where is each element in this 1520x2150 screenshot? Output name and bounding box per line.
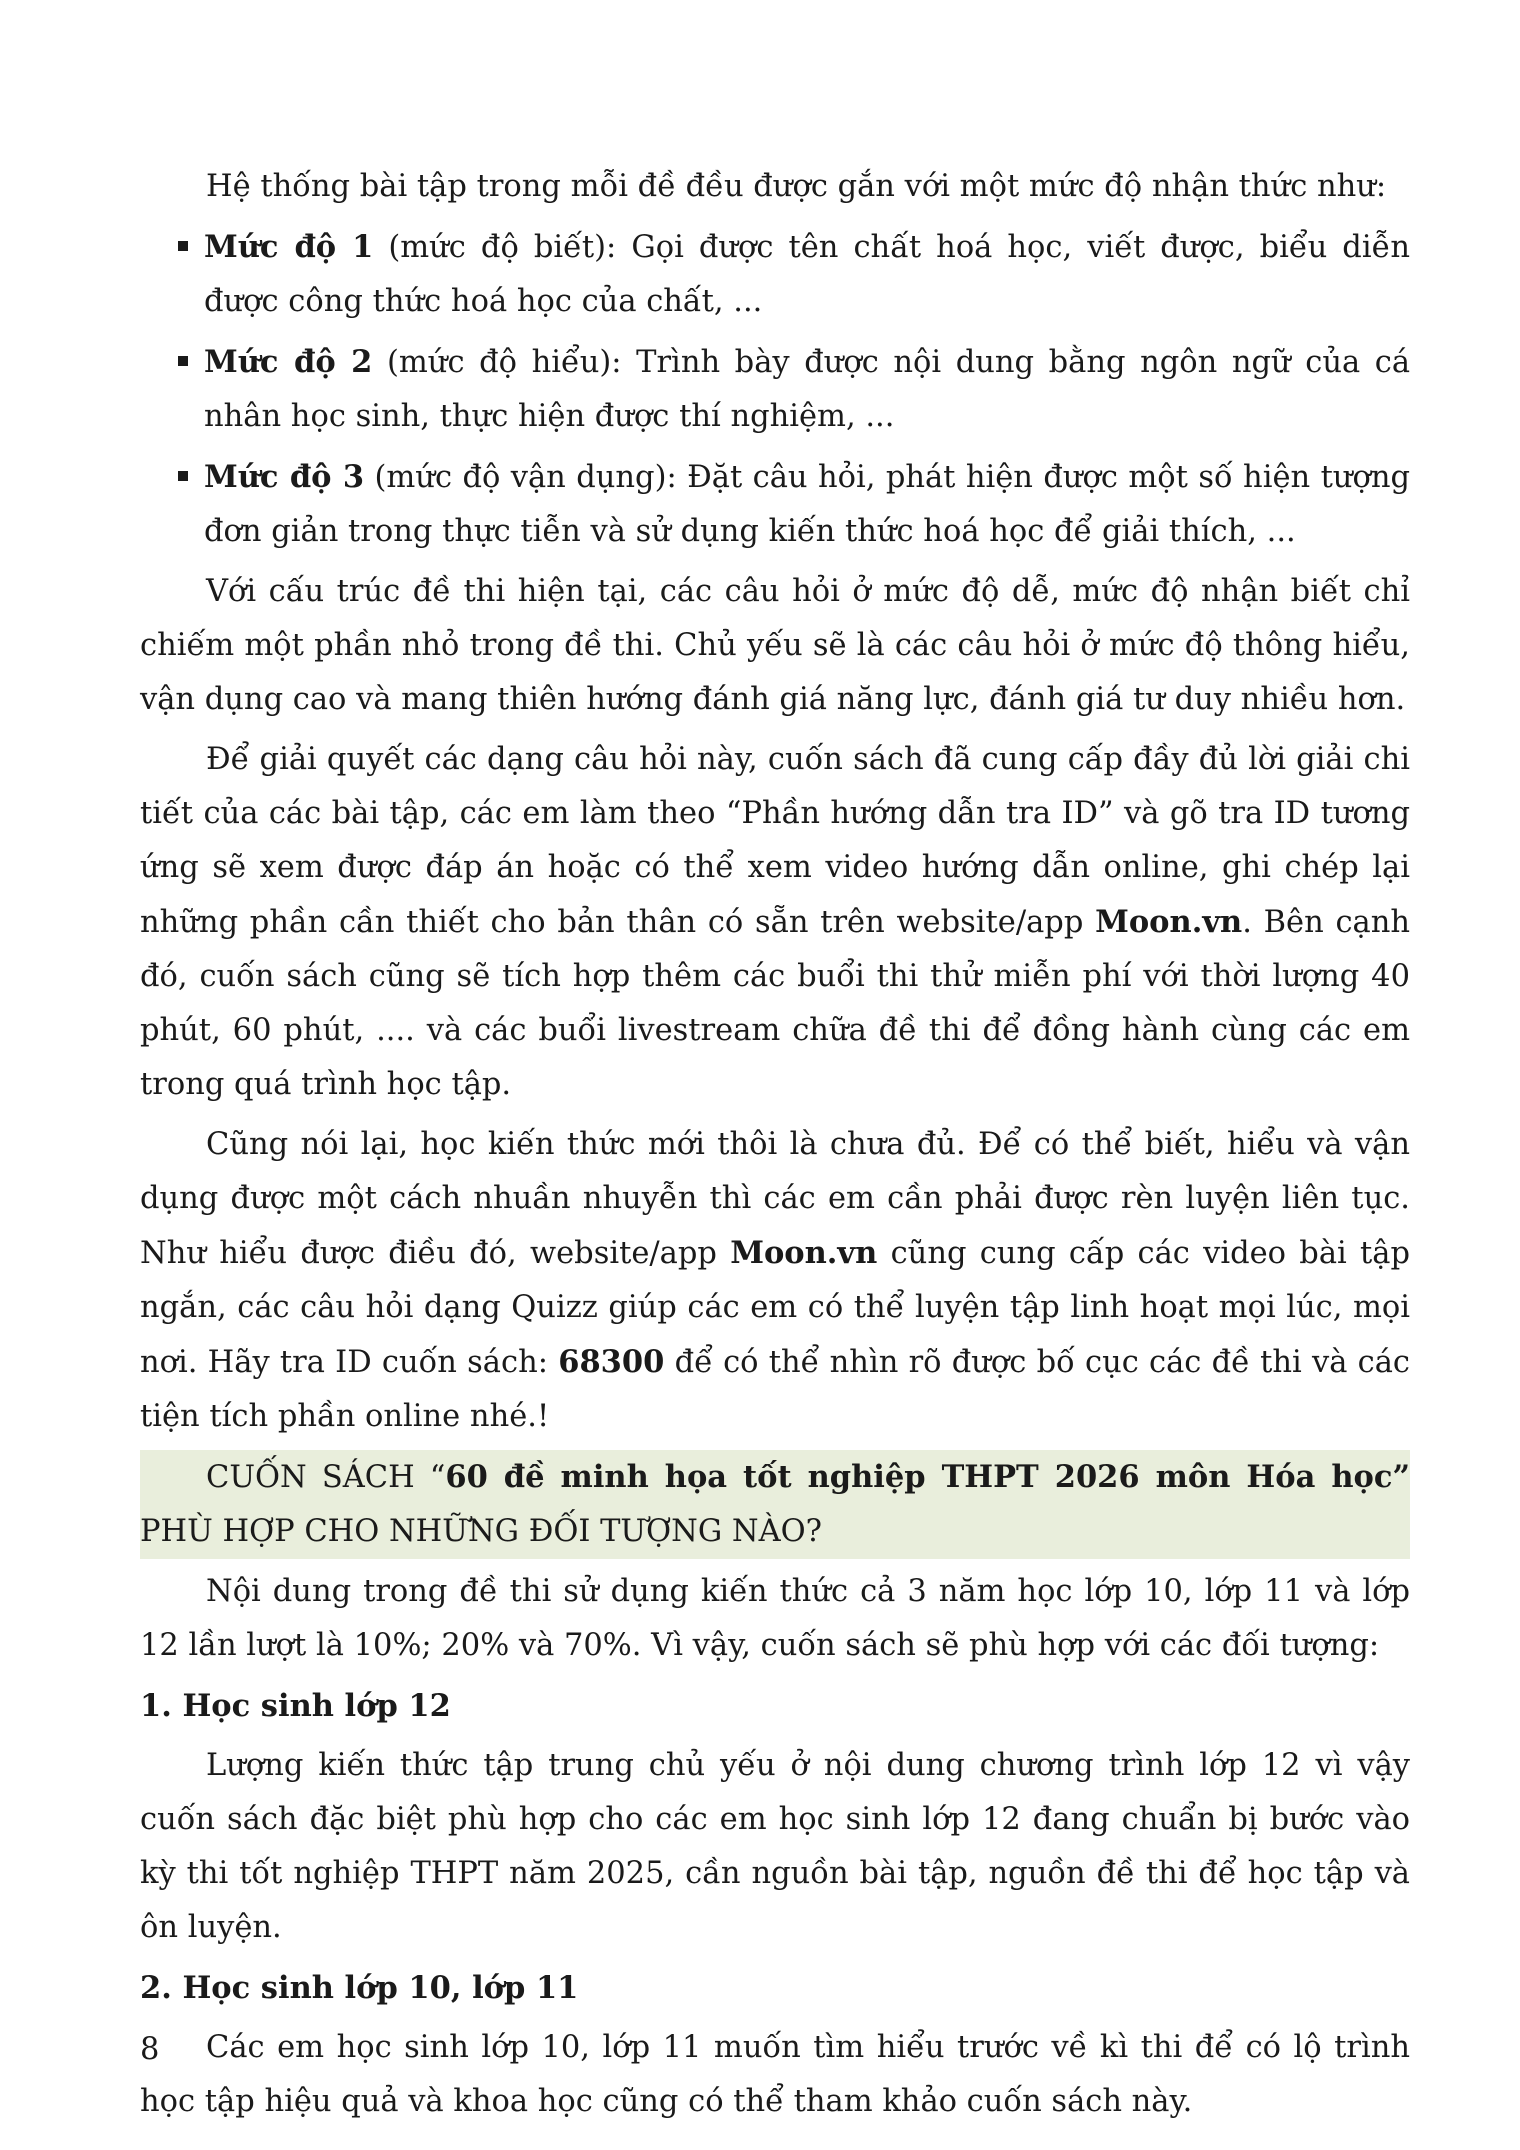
- square-bullet-icon: [178, 356, 188, 366]
- section-heading: 2. Học sinh lớp 10, lớp 11: [140, 1970, 579, 2006]
- list-item: [204, 335, 1410, 444]
- brand-name: Moon.vn: [730, 1235, 878, 1271]
- solve-text-2: . Bên cạnh đó, cuốn sách cũng sẽ tích hợp thêm các buổi thi thử miễn phí với thời lượng 40 phút, 60 phút, .... và các buổi livestream chữa đề thi để đồng hành cùng các em trong quá trình học tập.: [140, 905, 1411, 1102]
- level-label: Mức độ 1: [204, 229, 374, 265]
- solve-paragraph: [140, 733, 1410, 1112]
- section-heading: 1. Học sinh lớp 12: [140, 1688, 451, 1724]
- level-label: Mức độ 2: [204, 344, 373, 380]
- levels-list: [140, 220, 1410, 559]
- section-body: Lượng kiến thức tập trung chủ yếu ở nội dung chương trình lớp 12 vì vậy cuốn sách đặc biệt phù hợp cho các em học sinh lớp 12 đang chuẩn bị bước vào kỳ thi tốt nghiệp THPT năm 2025, cần nguồn bài tập, nguồn đề thi để học tập và ôn luyện.: [140, 1748, 1410, 1945]
- list-item: [204, 450, 1410, 559]
- level-text: (mức độ vận dụng): Đặt câu hỏi, phát hiện được một số hiện tượng đơn giản trong thực tiễn và sử dụng kiến thức hoá học để giải thích, ...: [204, 460, 1410, 549]
- square-bullet-icon: [178, 241, 188, 251]
- list-item: [204, 220, 1410, 329]
- level-text: (mức độ hiểu): Trình bày được nội dung bằng ngôn ngữ của cá nhân học sinh, thực hiện được thí nghiệm, ...: [204, 345, 1410, 434]
- content-paragraph: Nội dung trong đề thi sử dụng kiến thức cả 3 năm học lớp 10, lớp 11 và lớp 12 lần lượt là 10%; 20% và 70%. Vì vậy, cuốn sách sẽ phù hợp với các đối tượng:: [140, 1574, 1410, 1663]
- page-content: [140, 160, 1410, 2135]
- practice-text-3: để có thể nhìn rõ được bố cục các đề thi và các tiện tích phần online nhé.!: [140, 1345, 1411, 1434]
- square-bullet-icon: [178, 471, 188, 481]
- page-number: 8: [140, 2032, 160, 2067]
- book-id: 68300: [558, 1344, 665, 1380]
- practice-text-1: Cũng nói lại, học kiến thức mới thôi là chưa đủ. Để có thể biết, hiểu và vận dụng được một cách nhuần nhuyễn thì các em cần phải được rèn luyện liên tục. Như hiểu được điều đó, website/app: [140, 1127, 1410, 1271]
- banner-suffix: PHÙ HỢP CHO NHỮNG ĐỐI TƯỢNG NÀO?: [140, 1514, 822, 1549]
- practice-text-2: cũng cung cấp các video bài tập ngắn, các câu hỏi dạng Quizz giúp các em có thể luyện tập linh hoạt mọi lúc, mọi nơi. Hãy tra ID cuốn sách:: [140, 1236, 1410, 1380]
- structure-paragraph: Với cấu trúc đề thi hiện tại, các câu hỏi ở mức độ dễ, mức độ nhận biết chỉ chiếm một phần nhỏ trong đề thi. Chủ yếu sẽ là các câu hỏi ở mức độ thông hiểu, vận dụng cao và mang thiên hướng đánh giá năng lực, đánh giá tư duy nhiều hơn.: [140, 574, 1410, 717]
- practice-paragraph: [140, 1118, 1410, 1444]
- intro-paragraph: Hệ thống bài tập trong mỗi đề đều được gắn với một mức độ nhận thức như:: [206, 169, 1387, 204]
- brand-name: Moon.vn: [1095, 904, 1243, 940]
- level-text: (mức độ biết): Gọi được tên chất hoá học, viết được, biểu diễn được công thức hoá học của chất, ...: [204, 230, 1410, 319]
- section-banner: [140, 1450, 1410, 1559]
- solve-text-1: Để giải quyết các dạng câu hỏi này, cuốn sách đã cung cấp đầy đủ lời giải chi tiết của các bài tập, các em làm theo “Phần hướng dẫn tra ID” và gõ tra ID tương ứng sẽ xem được đáp án hoặc có thể xem video hướng dẫn online, ghi chép lại những phần cần thiết cho bản thân có sẵn trên website/app: [140, 742, 1410, 940]
- section-body: Các em học sinh lớp 10, lớp 11 muốn tìm hiểu trước về kì thi để có lộ trình học tập hiệu quả và khoa học cũng có thể tham khảo cuốn sách này.: [140, 2030, 1410, 2119]
- level-label: Mức độ 3: [204, 459, 365, 495]
- banner-prefix: CUỐN SÁCH “: [206, 1460, 446, 1495]
- banner-title: 60 đề minh họa tốt nghiệp THPT 2026 môn Hóa học”: [445, 1459, 1410, 1495]
